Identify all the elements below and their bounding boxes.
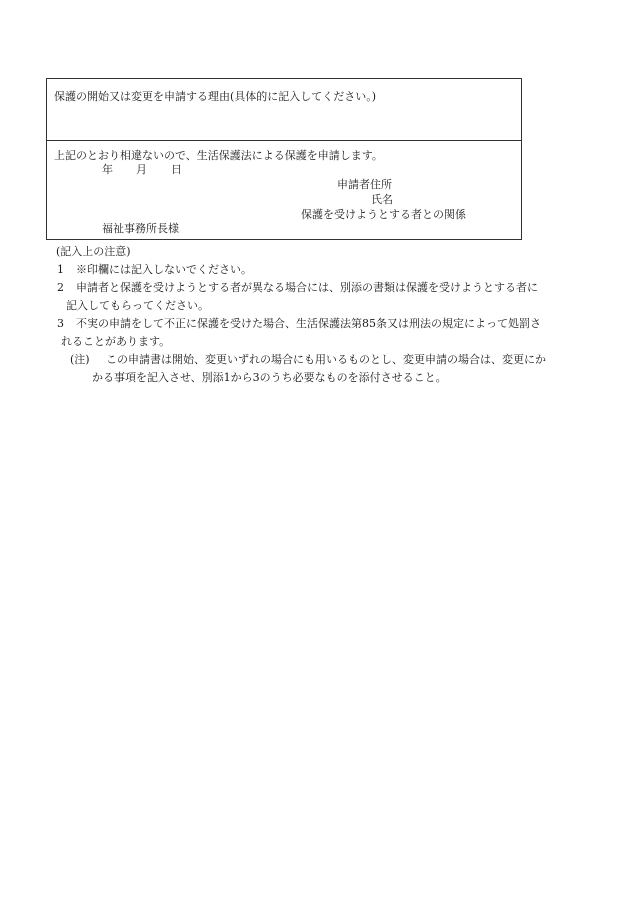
note-3-text: 不実の申請をして不正に保護を受けた場合、生活保護法第85条又は刑法の規定によって処罰さ [76, 317, 541, 330]
application-statement: 上記のとおり相違ないので、生活保護法による保護を申請します。 [54, 149, 383, 162]
addressee: 福祉事務所長様 [102, 222, 179, 235]
applicant-address-label: 申請者住所 [337, 178, 392, 191]
note-1-number: 1 [57, 263, 64, 276]
note-3-number: 3 [57, 317, 64, 330]
remark-continuation: かる事項を記入させ、別添1から3のうち必要なものを添付させること。 [92, 371, 447, 384]
name-label: 氏名 [371, 193, 393, 206]
remark-label: (注) [70, 353, 90, 366]
reason-label: 保護の開始又は変更を申請する理由(具体的に記入してください。) [54, 90, 377, 103]
note-2-continuation: 記入してもらってください。 [66, 299, 209, 312]
date-year-label: 年 [102, 163, 113, 176]
notes-heading: (記入上の注意) [56, 245, 131, 258]
note-1-text: ※印欄には記入しないでください。 [76, 263, 252, 276]
relation-label: 保護を受けようとする者との関係 [301, 208, 466, 221]
date-month-label: 月 [136, 163, 147, 176]
note-3-continuation: れることがあります。 [61, 335, 171, 348]
note-2-text: 申請者と保護を受けようとする者が異なる場合には、別添の書類は保護を受けようとする者に [76, 281, 538, 294]
date-day-label: 日 [171, 163, 182, 176]
application-form-box [46, 78, 522, 240]
remark-text: この申請書は開始、変更いずれの場合にも用いるものとし、変更申請の場合は、変更にか [106, 353, 546, 366]
reason-section[interactable] [47, 79, 521, 141]
note-2-number: 2 [57, 281, 64, 294]
